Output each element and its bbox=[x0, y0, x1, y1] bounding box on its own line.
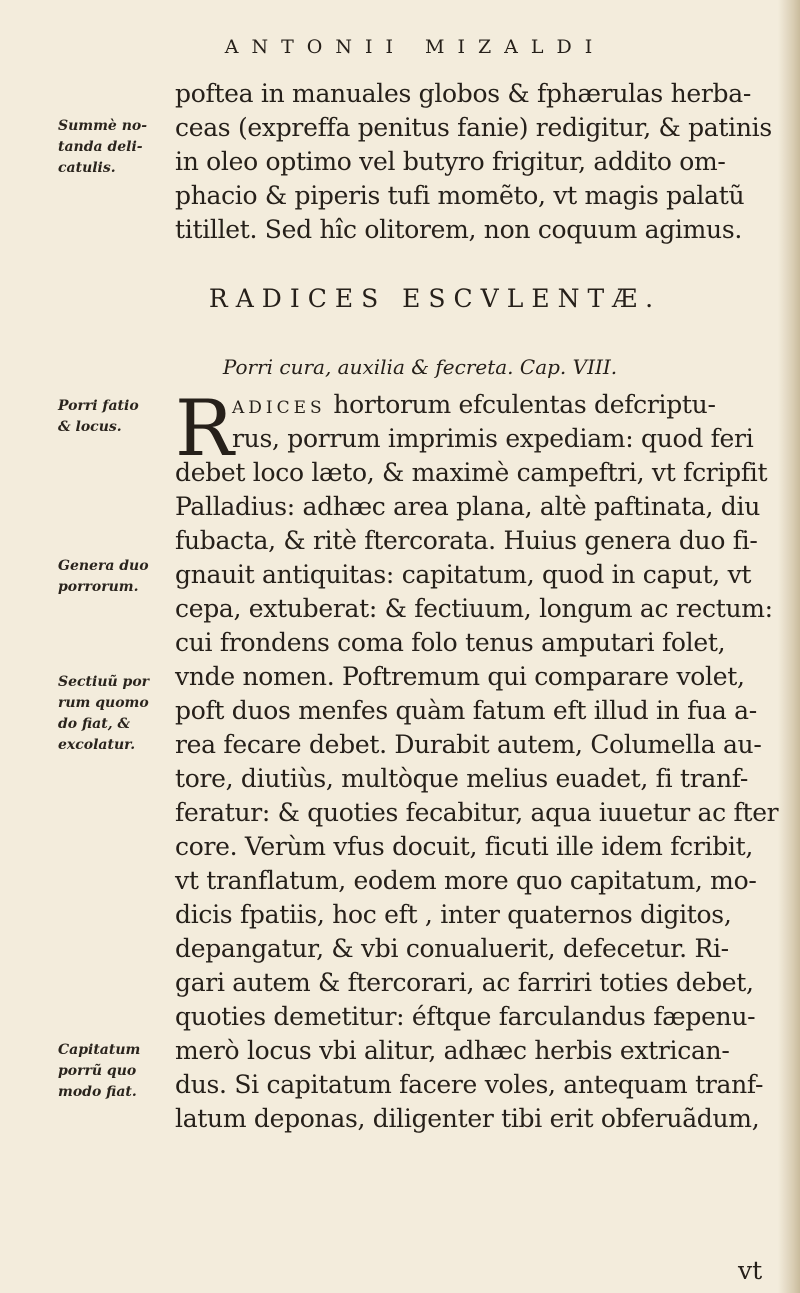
text-line: Palladius: adhæc area plana, altè paftinata, diu bbox=[175, 492, 761, 521]
text-line: tore, diutiùs, multòque melius euadet, fi tranf- bbox=[175, 764, 748, 793]
text-line: quoties demetitur: éftque farculandus fæpenu- bbox=[175, 1002, 756, 1031]
text-line: titillet. Sed hîc olitorem, non coquum agimus. bbox=[175, 215, 743, 244]
chapter-title: Porri cura, auxilia & fecreta. Cap. VIII. bbox=[222, 355, 618, 379]
text-line: dus. Si capitatum facere voles, antequam tranf- bbox=[175, 1070, 764, 1099]
text-line: latum deponas, diligenter tibi erit obferuãdum, bbox=[175, 1104, 760, 1133]
text-line: feratur: & quoties fecabitur, aqua iuuetur ac fter bbox=[175, 798, 779, 827]
page-edge bbox=[778, 0, 800, 1293]
text-line: dicis fpatiis, hoc eft , inter quaternos digitos, bbox=[175, 900, 732, 929]
text-line: depangatur, & vbi conualuerit, defecetur. Ri- bbox=[175, 934, 729, 963]
text-line: fubacta, & ritè ftercorata. Huius genera duo fi- bbox=[175, 526, 758, 555]
text-line: debet loco læto, & maximè campeftri, vt fcripfit bbox=[175, 458, 768, 487]
drop-cap: R bbox=[175, 384, 234, 474]
text-line: gari autem & ftercorari, ac farriri toties debet, bbox=[175, 968, 754, 997]
section-title: RADICES ESCVLENTÆ. bbox=[208, 284, 662, 313]
text-line: rea fecare debet. Durabit autem, Columella au- bbox=[175, 730, 762, 759]
text-line: in oleo optimo vel butyro frigitur, addito om- bbox=[175, 147, 726, 176]
first-word-smallcaps: ADICES bbox=[232, 398, 326, 418]
text-line: poftea in manuales globos & fphærulas herba- bbox=[175, 79, 751, 108]
margin-note: Summè no- tanda deli- catulis. bbox=[58, 118, 148, 176]
text-line: poft duos menfes quàm fatum eft illud in fua a- bbox=[175, 696, 757, 725]
margin-note: Capitatum porrũ quo modo fiat. bbox=[58, 1042, 141, 1100]
text-line: phacio & piperis tufi momẽto, vt magis palatũ bbox=[175, 181, 745, 210]
margin-note: Porri fatio & locus. bbox=[58, 398, 139, 435]
text-line: gnauit antiquitas: capitatum, quod in caput, vt bbox=[175, 560, 752, 589]
margin-note: Sectiuũ por rum quomo do fiat, & excolatur. bbox=[58, 674, 150, 753]
first-text-line bbox=[232, 388, 777, 425]
text-line: merò locus vbi alitur, adhæc herbis extrican- bbox=[175, 1036, 730, 1065]
text-line: cui frondens coma folo tenus amputari folet, bbox=[175, 628, 726, 657]
text-line: cepa, extuberat: & fectiuum, longum ac rectum: bbox=[175, 594, 773, 623]
margin-note: Genera duo porrorum. bbox=[58, 558, 149, 595]
text-line: core. Verùm vfus docuit, ficuti ille idem fcribit, bbox=[175, 832, 754, 861]
first-line-rest: hortorum efculentas defcriptu- bbox=[325, 390, 716, 419]
second-text-line: rus, porrum imprimis expediam: quod feri bbox=[232, 424, 754, 453]
running-head: ANTONII MIZALDI bbox=[224, 36, 606, 58]
text-line: vt tranflatum, eodem more quo capitatum, mo- bbox=[175, 866, 757, 895]
text-line: ceas (expreffa penitus fanie) redigitur, & patinis bbox=[175, 113, 772, 142]
text-line: vnde nomen. Poftremum qui comparare volet, bbox=[175, 662, 745, 691]
catchword: vt bbox=[738, 1256, 763, 1285]
